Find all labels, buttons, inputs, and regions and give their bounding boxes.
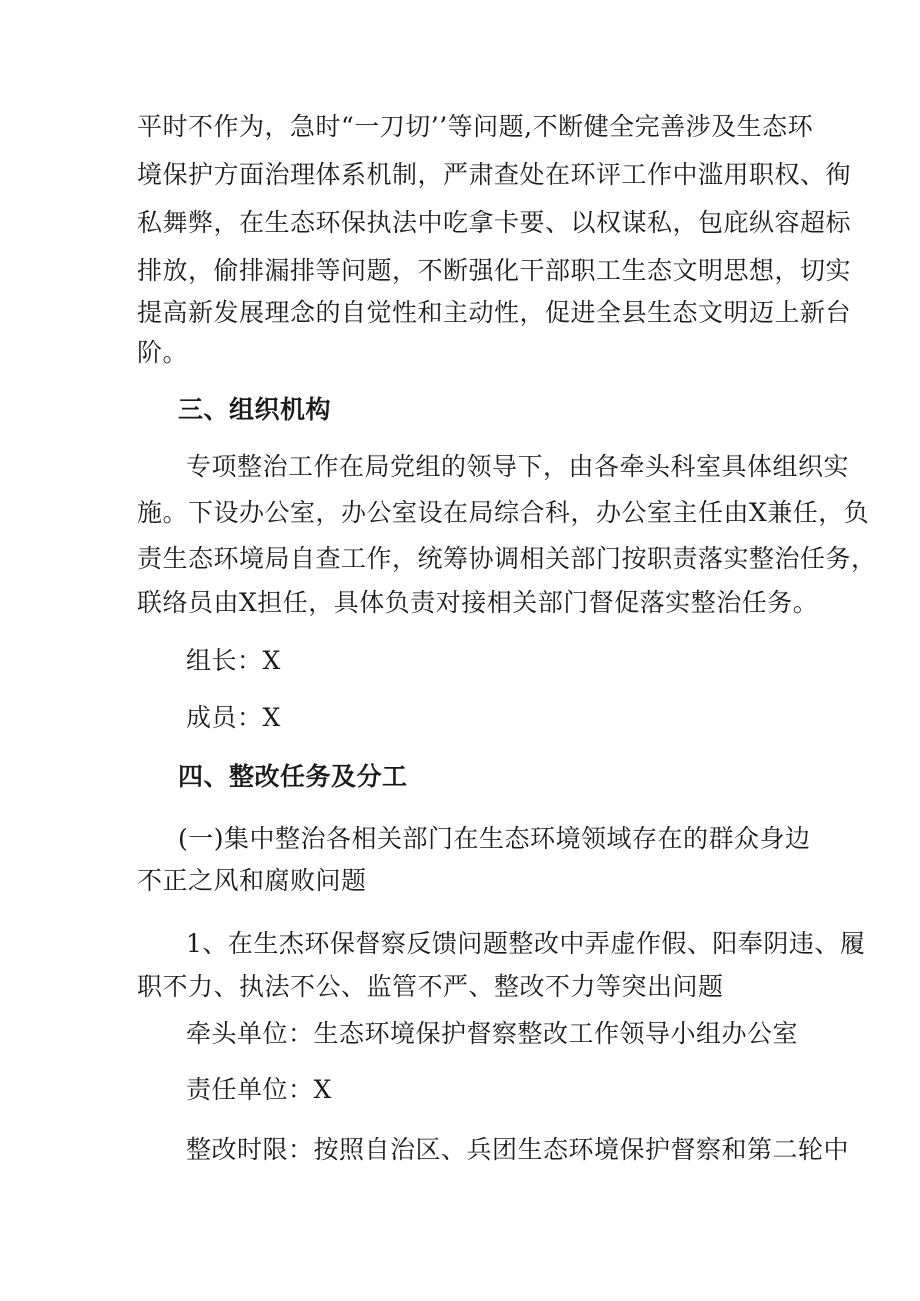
subsection-line: (一)集中整治各相关部门在生态环境领域存在的群众身边 <box>178 824 811 853</box>
paragraph-line: 提高新发展理念的自觉性和主动性，促进全县生态文明迈上新台 <box>137 298 852 327</box>
section-heading-organization: 三、组织机构 <box>178 395 332 424</box>
paragraph-line: 责生态环境局自查工作，统筹协调相关部门按职责落实整治任务， <box>137 544 877 573</box>
subsection-line: 不正之风和腐败问题 <box>137 866 367 895</box>
deadline-line: 整改时限：按照自治区、兵团生态环境保护督察和第二轮中 <box>186 1135 850 1164</box>
paragraph-line: 专项整治工作在局党组的领导下，由各牵头科室具体组织实 <box>186 452 850 481</box>
paragraph-line: 私舞弊，在生态环保执法中吃拿卡要、以权谋私，包庇纵容超标 <box>137 208 852 237</box>
paragraph-line: 联络员由X担任，具体负责对接相关部门督促落实整治任务。 <box>137 588 819 617</box>
task-item-line: 职不力、执法不公、监管不严、整改不力等突出问题 <box>137 972 724 1001</box>
group-members-line: 成员：X <box>186 703 281 732</box>
paragraph-line: 排放，偷排漏排等问题，不断强化干部职工生态文明思想，切实 <box>137 256 852 285</box>
responsible-unit-line: 责任单位：X <box>186 1075 332 1104</box>
paragraph-line: 平时不作为，急时“一刀切’’等问题,不断健全完善涉及生态环 <box>137 112 814 141</box>
paragraph-line: 阶。 <box>137 338 189 367</box>
paragraph-line: 施。下设办公室，办公室设在局综合科，办公室主任由X兼任，负 <box>137 498 870 527</box>
paragraph-line: 境保护方面治理体系机制，严肃查处在环评工作中滥用职权、徇 <box>137 160 852 189</box>
section-heading-tasks: 四、整改任务及分工 <box>178 762 408 791</box>
lead-unit-line: 牵头单位：生态环境保护督察整改工作领导小组办公室 <box>186 1019 799 1048</box>
group-leader-line: 组长：X <box>186 646 281 675</box>
task-item-line: 1、在生杰环保督察反馈问题整改中弄虚作假、阳奉阴违、履 <box>186 929 866 958</box>
